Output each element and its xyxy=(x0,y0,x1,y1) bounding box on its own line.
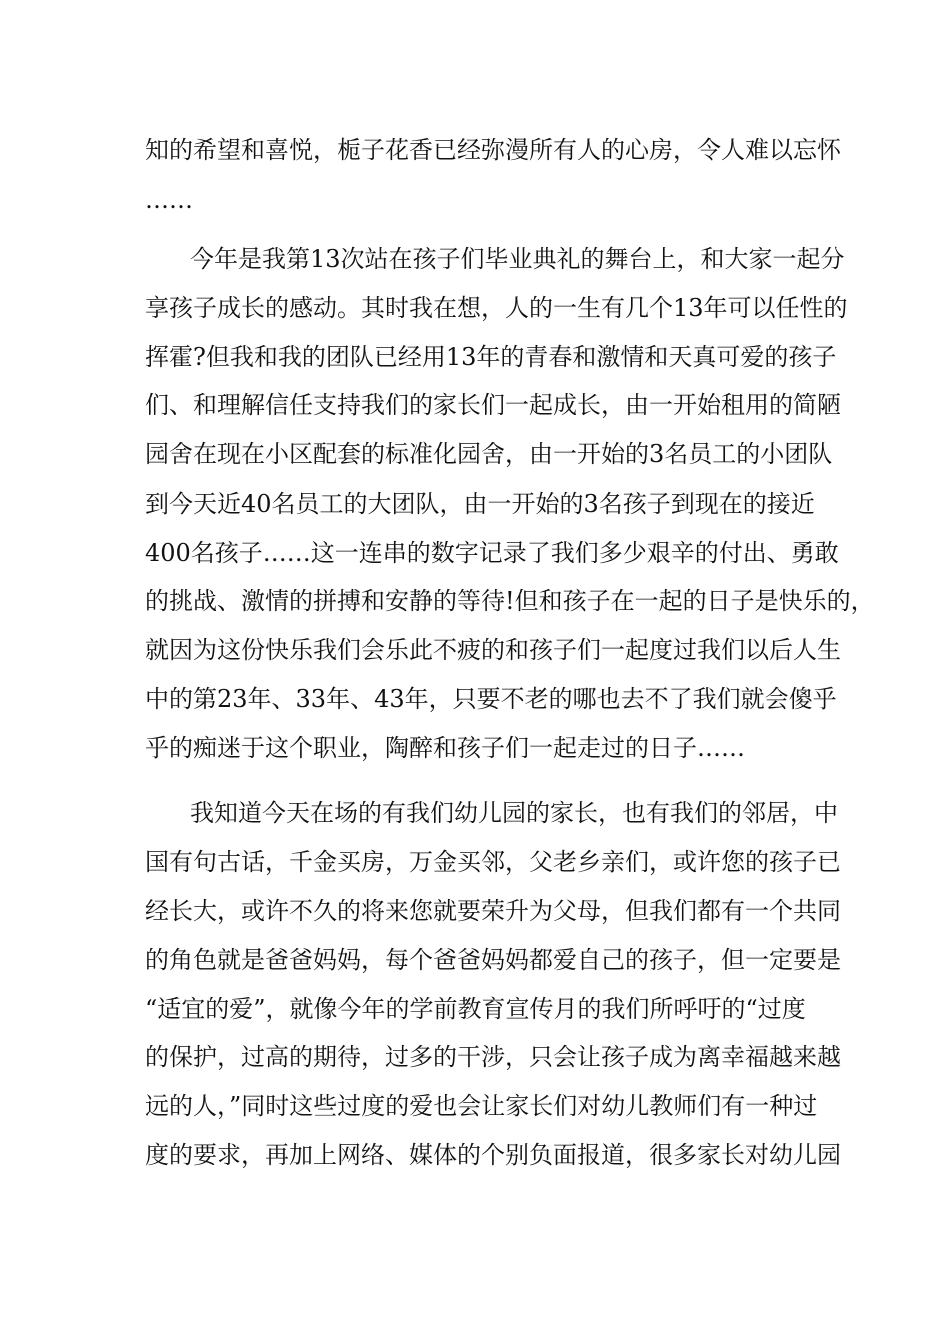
paragraph-3-line-5: “适宜的爱”，就像今年的学前教育宣传月的我们所呼吁的“过度 xyxy=(145,995,806,1023)
paragraph-2-line-11: 乎的痴迷于这个职业，陶醉和孩子们一起走过的日子…… xyxy=(145,734,745,762)
paragraph-2-line-2: 享孩子成长的感动。其时我在想，人的一生有几个13年可以任性的 xyxy=(145,294,848,322)
paragraph-2-line-8: 的挑战、激情的拼搏和安静的等待!但和孩子在一起的日子是快乐的， xyxy=(145,587,875,615)
paragraph-2-line-4: 们、和理解信任支持我们的家长们一起成长，由一开始租用的简陋 xyxy=(145,391,841,419)
paragraph-1-line-2: …… xyxy=(145,186,193,214)
paragraph-3-line-6: 的保护，过高的期待，过多的干涉，只会让孩子成为离幸福越来越 xyxy=(145,1043,841,1071)
paragraph-3-line-4: 的角色就是爸爸妈妈，每个爸爸妈妈都爱自己的孩子，但一定要是 xyxy=(145,946,841,974)
paragraph-3-line-2: 国有句古话，千金买房，万金买邻，父老乡亲们，或许您的孩子已 xyxy=(145,848,841,876)
paragraph-2-line-3: 挥霍?但我和我的团队已经用13年的青春和激情和天真可爱的孩子 xyxy=(145,343,837,371)
paragraph-2-line-10: 中的第23年、33年、43年，只要不老的哪也去不了我们就会傻乎 xyxy=(145,685,837,713)
paragraph-3-line-1: 我知道今天在场的有我们幼儿园的家长，也有我们的邻居，中 xyxy=(190,799,838,827)
paragraph-2-line-1: 今年是我第13次站在孩子们毕业典礼的舞台上，和大家一起分 xyxy=(190,245,845,273)
paragraph-2-line-7: 400名孩子……这一连串的数字记录了我们多少艰辛的付出、勇敢 xyxy=(145,539,839,567)
paragraph-2-line-5: 园舍在现在小区配套的标准化园舍，由一开始的3名员工的小团队 xyxy=(145,440,833,468)
paragraph-1-line-1: 知的希望和喜悦，栀子花香已经弥漫所有人的心房，令人难以忘怀 xyxy=(145,136,841,164)
paragraph-2-line-6: 到今天近40名员工的大团队，由一开始的3名孩子到现在的接近 xyxy=(145,490,815,518)
paragraph-3-line-7: 远的人，”同时这些过度的爱也会让家长们对幼儿教师们有一种过 xyxy=(145,1092,818,1120)
paragraph-3-line-3: 经长大，或许不久的将来您就要荣升为父母，但我们都有一个共同 xyxy=(145,897,841,925)
paragraph-2-line-9: 就因为这份快乐我们会乐此不疲的和孩子们一起度过我们以后人生 xyxy=(145,636,841,664)
paragraph-3-line-8: 度的要求，再加上网络、媒体的个别负面报道，很多家长对幼儿园 xyxy=(145,1141,841,1169)
